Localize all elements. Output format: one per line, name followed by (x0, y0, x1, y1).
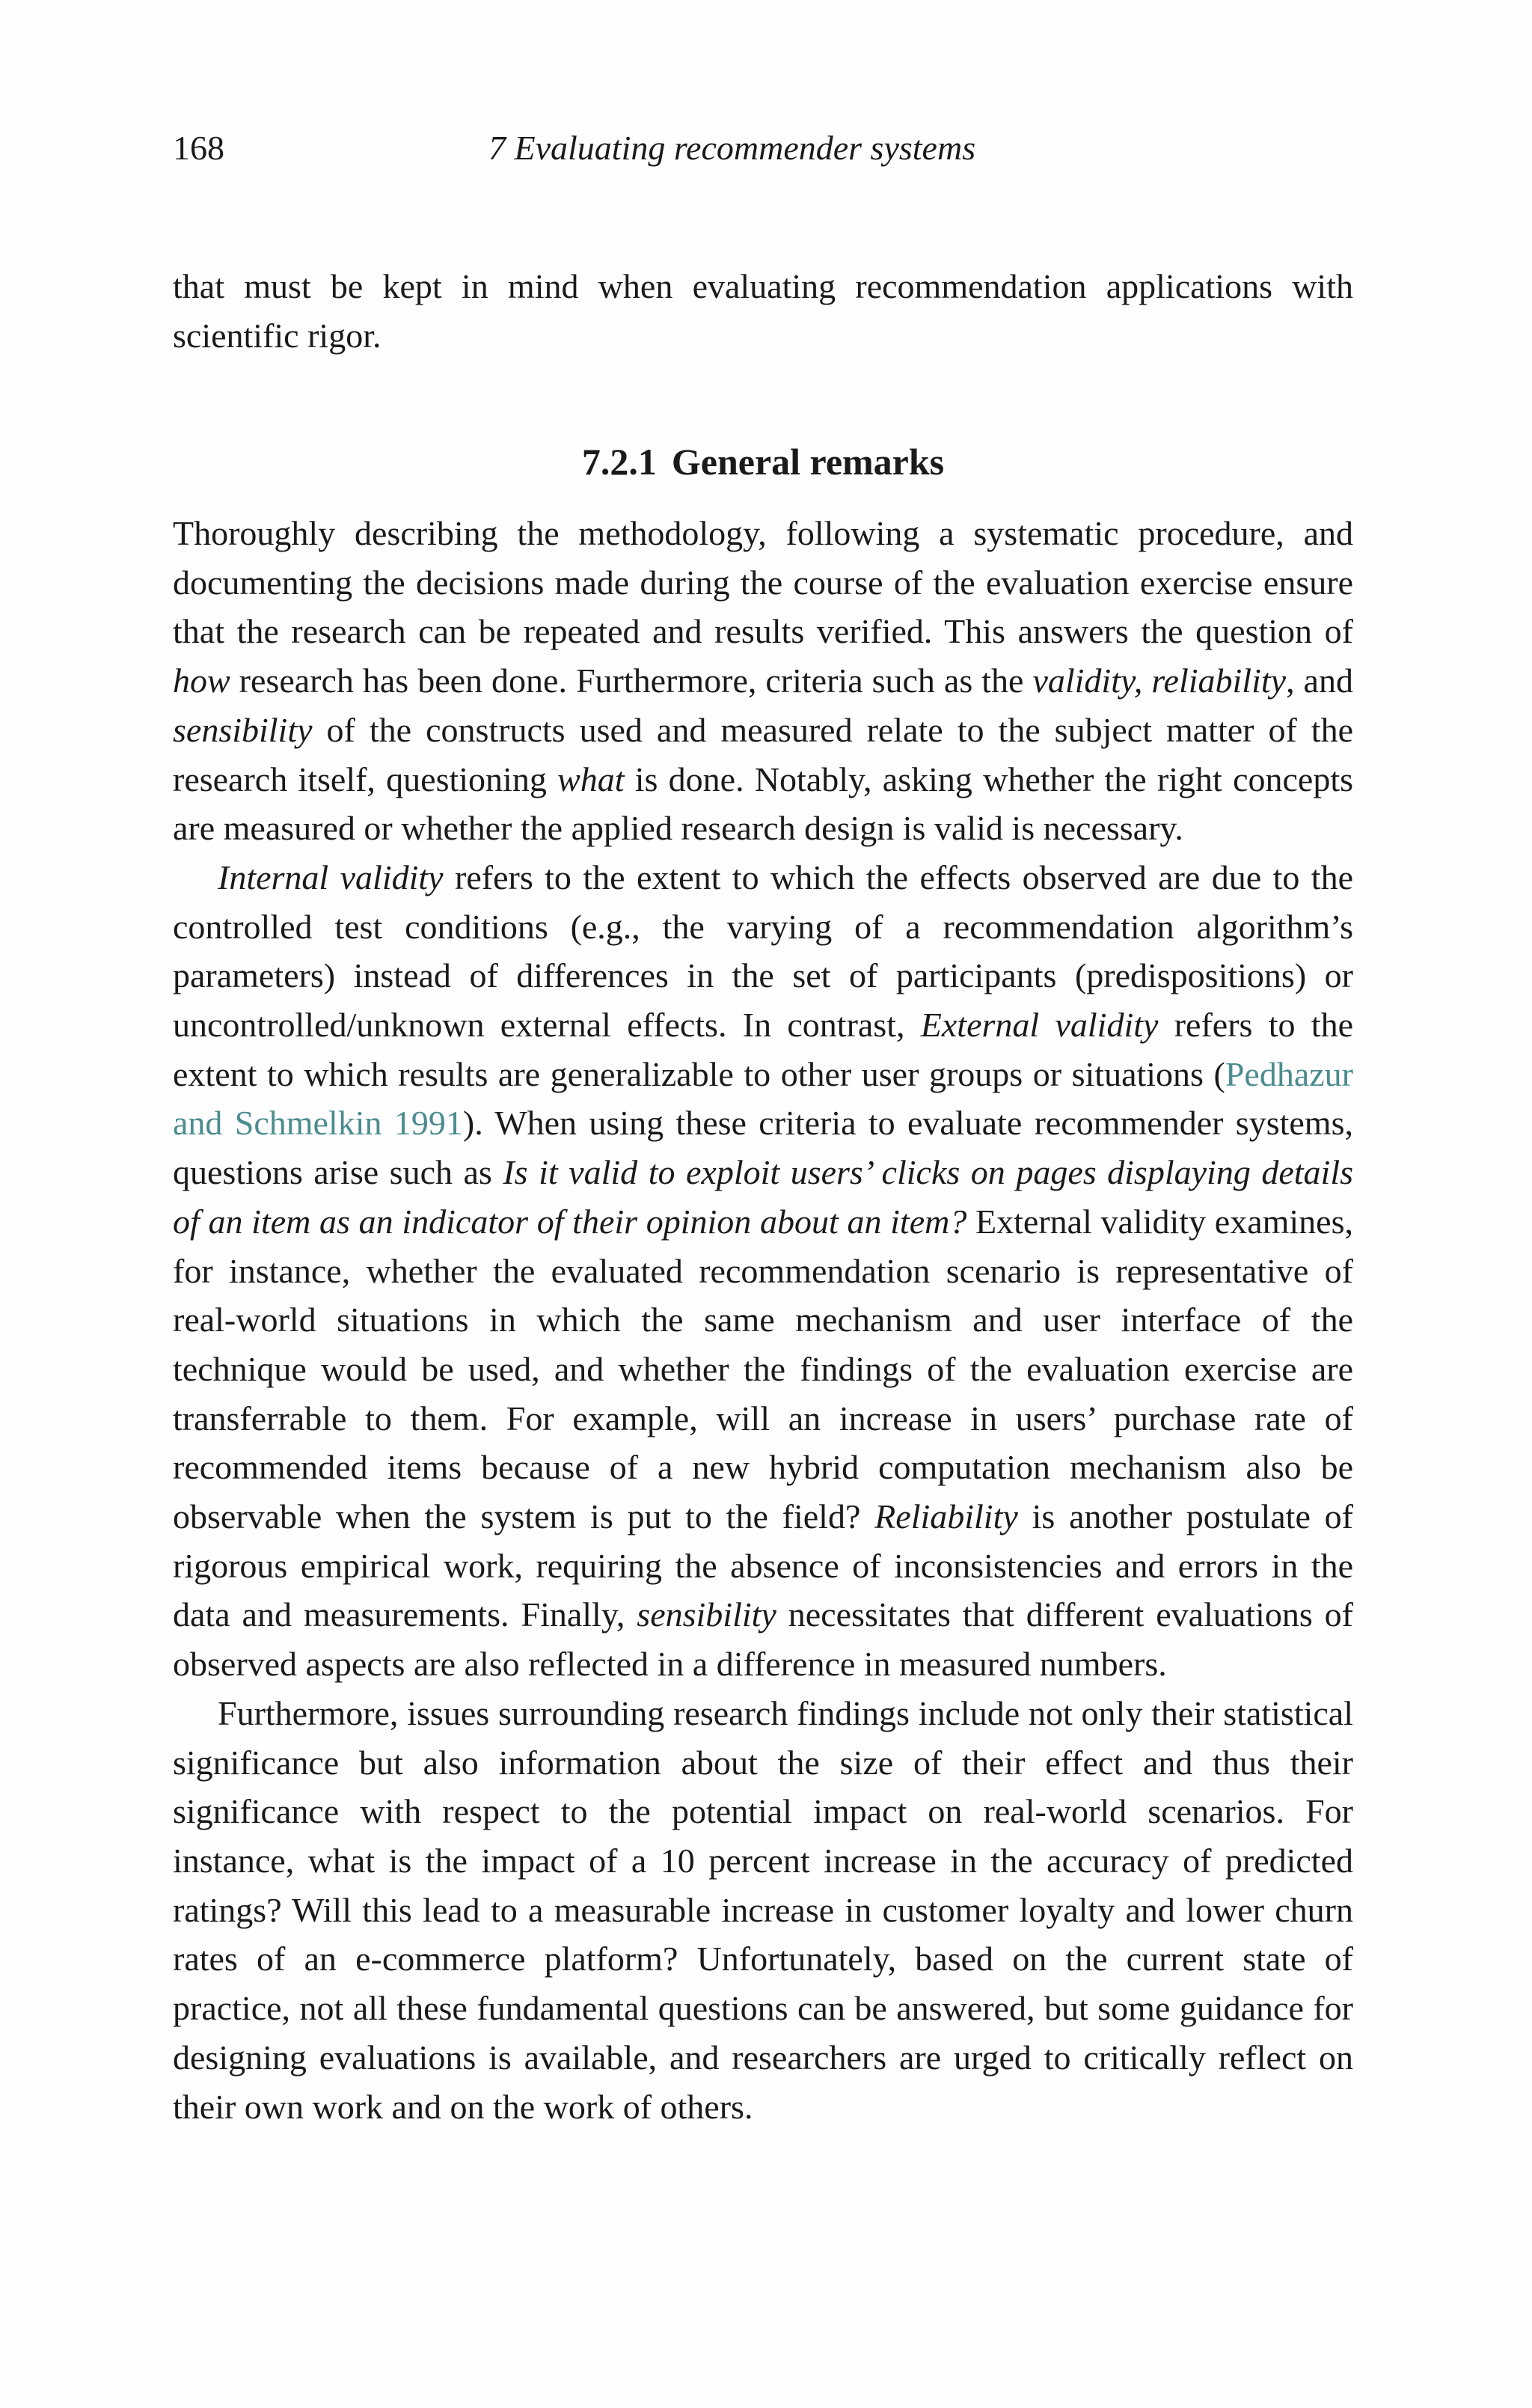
chapter-title: 7 Evaluating recommender systems (488, 129, 976, 167)
emphasis-sensibility: sensibility (173, 710, 313, 749)
emphasis-question: Is it valid to exploit users’ clicks on pages displaying details of an item as an indicator of their opinion about an item? (173, 1153, 1353, 1241)
text-run: is another postulate of rigorous empirical work, requiring the absence of inconsistencies and errors in the data and measurements. Finally, (173, 1497, 1353, 1634)
intro-paragraph (173, 262, 1353, 360)
emphasis-reliability: Reliability (874, 1497, 1018, 1536)
text-run: Thoroughly describing the methodology, following a systematic procedure, and documenting the decisions made during the course of the evaluation exercise ensure that the research can be repeated and results verified. This answers the question of (173, 514, 1353, 651)
text-run: refers to the extent to which results are generalizable to other user groups or situations ( (173, 1006, 1353, 1093)
emphasis-internal-validity: Internal validity (218, 858, 444, 896)
text-run: is done. Notably, asking whether the right concepts are measured or whether the applied research design is valid is necessary. (173, 760, 1353, 848)
text-run: research has been done. Furthermore, criteria such as the (230, 661, 1033, 700)
section-heading (173, 436, 1353, 488)
emphasis-validity-reliability: validity, reliability (1032, 661, 1287, 700)
paragraph-significance: Furthermore, issues surrounding research findings include not only their statistical significance but also information about the size of their effect and thus their significance with respect to the potential impact on real-world scenarios. For instance, what is the impact of a 10 percent increase in the accuracy of predicted ratings? Will this lead to a measurable increase in customer loyalty and lower churn rates of an e-commerce platform? Unfortunately, based on the current state of practice, not all these fundamental questions can be answered, but some guidance for designing evaluations is available, and researchers are urged to critically reflect on their own work and on the work of others. (173, 1693, 1353, 2126)
text-run: necessitates that different evaluations of observed aspects are also reflected in a difference in measured numbers. (173, 1595, 1354, 1684)
emphasis-sensibility: sensibility (637, 1595, 776, 1634)
paragraph-validity (173, 853, 1353, 1689)
text-run: ). When using these criteria to evaluate recommender systems, questions arise such as (173, 1104, 1353, 1192)
section-number: 7.2.1 (581, 441, 657, 483)
section-title: General remarks (671, 441, 945, 483)
section-body (173, 509, 1353, 2131)
emphasis-external-validity: External validity (920, 1006, 1159, 1045)
intro-text: that must be kept in mind when evaluating recommendation applications with scientific rigor. (173, 267, 1353, 355)
text-run: , and (1286, 661, 1353, 700)
citation-link[interactable]: Pedhazur and Schmelkin 1991 (173, 1054, 1353, 1143)
paragraph-methodology (173, 509, 1353, 853)
emphasis-how: how (173, 661, 230, 700)
emphasis-what: what (557, 760, 625, 798)
text-run: of the constructs used and measured relate to the subject matter of the research itself, questioning (173, 710, 1353, 798)
text-run: External validity examines, for instance, whether the evaluated recommendation scenario is representative of real-world situations in which the same mechanism and user interface of the technique would be used, and whether the findings of the evaluation exercise are transferrable to them. For example, will an increase in users’ purchase rate of recommended items because of a new hybrid computation mechanism also be observable when the system is put to the field? (173, 1202, 1353, 1536)
running-head (173, 126, 1353, 171)
page-number: 168 (173, 129, 224, 167)
text-run: refers to the extent to which the effects observed are due to the controlled test conditions (e.g., the varying of a recommendation algorithm’s parameters) instead of differences in the set of participants (predispositions) or uncontrolled/unknown external effects. In contrast, (173, 858, 1354, 1045)
